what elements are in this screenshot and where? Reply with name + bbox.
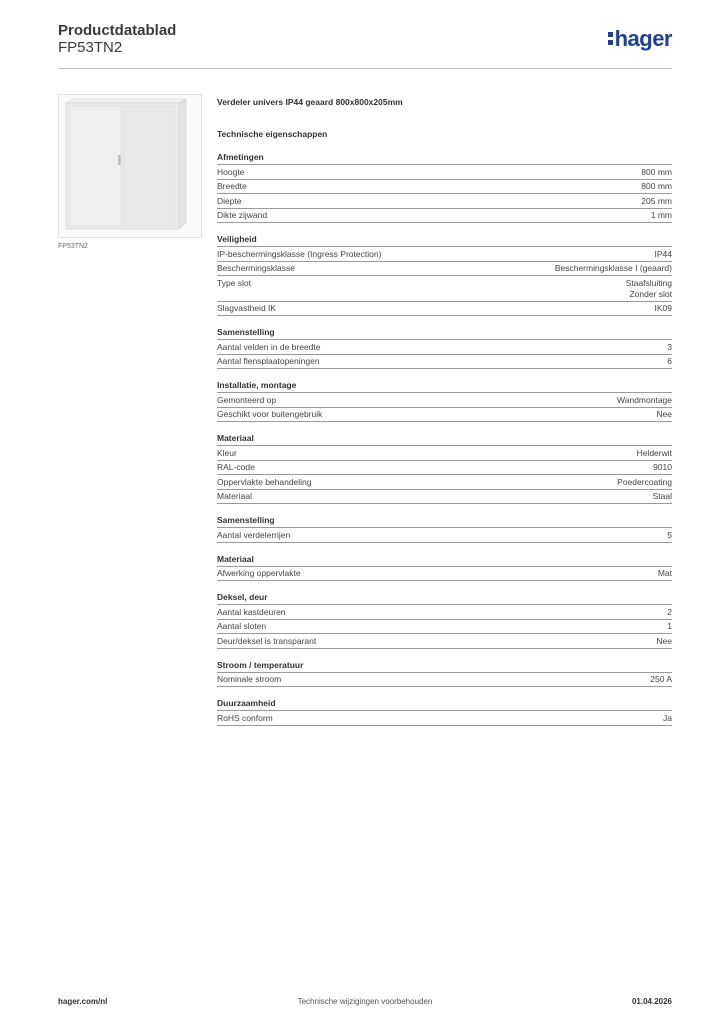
specs-heading: Technische eigenschappen [217, 129, 328, 139]
spec-row [217, 165, 672, 180]
spec-value: Nee [656, 409, 672, 419]
spec-row [217, 605, 672, 620]
spec-value: 205 mm [641, 195, 672, 206]
spec-label: Aantal kastdeuren [217, 606, 286, 617]
spec-label: Nominale stroom [217, 674, 282, 684]
spec-label: Kleur [217, 447, 237, 458]
spec-label: Geschikt voor buitengebruik [217, 409, 323, 419]
spec-label: Materiaal [217, 491, 252, 501]
spec-value: 800 mm [641, 181, 672, 191]
spec-row [217, 194, 672, 209]
spec-value: Nee [656, 635, 672, 646]
spec-section [217, 553, 672, 582]
spec-row [217, 262, 672, 277]
spec-label: Afwerking oppervlakte [217, 568, 301, 578]
spec-row [217, 302, 672, 317]
spec-row [217, 528, 672, 543]
spec-section [217, 379, 672, 422]
section-title: Duurzaamheid [217, 697, 672, 711]
spec-label: Aantal verdelerrijen [217, 529, 291, 540]
spec-row [217, 180, 672, 195]
spec-label: IP-beschermingsklasse (Ingress Protection) [217, 248, 382, 259]
spec-row [217, 355, 672, 370]
spec-label: Slagvastheid IK [217, 303, 277, 313]
spec-row [217, 446, 672, 461]
cabinet-illustration [59, 95, 201, 237]
spec-label: Dikte zijwand [217, 210, 268, 220]
spec-value: 1 mm [650, 210, 672, 220]
section-title: Afmetingen [217, 151, 672, 165]
spec-value: 3 [667, 341, 672, 352]
spec-label: Aantal flensplaatopeningen [217, 356, 320, 366]
spec-row [217, 475, 672, 490]
footer-date: 01.04.2026 [631, 997, 672, 1006]
spec-label: Oppervlakte behandeling [217, 476, 312, 487]
spec-row [217, 340, 672, 355]
spec-sections [217, 151, 672, 726]
specification-panel [217, 95, 672, 736]
section-title: Stroom / temperatuur [217, 659, 672, 673]
spec-section [217, 697, 672, 726]
spec-value: 5 [667, 529, 672, 540]
spec-value: Wandmontage [617, 394, 672, 405]
spec-row [217, 634, 672, 649]
spec-value: 2 [667, 606, 672, 617]
page-header [58, 20, 672, 69]
spec-value: 250 A [650, 674, 672, 684]
spec-row [217, 408, 672, 423]
spec-label: RoHS conform [217, 712, 273, 723]
spec-value: Mat [657, 568, 672, 578]
spec-row [217, 276, 672, 302]
spec-value: 800 mm [641, 166, 672, 177]
spec-value: IP44 [654, 248, 672, 259]
spec-value: Staafsluiting Zonder slot [625, 277, 672, 299]
spec-row [217, 247, 672, 262]
spec-section [217, 233, 672, 316]
spec-value: 9010 [653, 462, 672, 472]
spec-section [217, 151, 672, 223]
logo-mark-icon [608, 26, 613, 45]
section-title: Deksel, deur [217, 591, 672, 605]
hager-logo [608, 26, 672, 52]
section-title: Samenstelling [217, 326, 672, 340]
spec-label: Gemonteerd op [217, 394, 277, 405]
spec-value: Beschermingsklasse I (geaard) [554, 263, 672, 273]
section-title: Materiaal [217, 553, 672, 567]
spec-row [217, 673, 672, 688]
spec-label: Diepte [217, 195, 242, 206]
document-title: Productdatablad [58, 22, 177, 39]
spec-value: Ja [663, 712, 672, 723]
spec-label: Deur/deksel is transparant [217, 635, 317, 646]
spec-value: Poedercoating [617, 476, 672, 487]
spec-row [217, 490, 672, 505]
section-title: Materiaal [217, 432, 672, 446]
spec-section [217, 432, 672, 504]
section-title: Veiligheid [217, 233, 672, 247]
logo-text: hager [614, 26, 672, 51]
product-image [58, 94, 202, 238]
spec-value: 6 [667, 356, 672, 366]
spec-section [217, 659, 672, 688]
product-name: Verdeler univers IP44 geaard 800x800x205mm [217, 97, 403, 107]
footer-website[interactable]: hager.com/nl [58, 997, 108, 1006]
spec-label: Hoogte [217, 166, 245, 177]
spec-label: RAL-code [217, 462, 255, 472]
spec-row [217, 393, 672, 408]
spec-section [217, 514, 672, 543]
spec-section [217, 591, 672, 649]
product-code: FP53TN2 [58, 39, 123, 56]
section-title: Installatie, montage [217, 379, 672, 393]
spec-section [217, 326, 672, 369]
footer-disclaimer: Technische wijzigingen voorbehouden [297, 997, 433, 1006]
spec-row [217, 461, 672, 476]
spec-value: Helderwit [636, 447, 672, 458]
spec-row [217, 711, 672, 726]
spec-value: IK09 [654, 303, 672, 313]
spec-value: 1 [667, 621, 672, 631]
spec-label: Type slot [217, 277, 252, 288]
spec-row [217, 620, 672, 635]
spec-label: Aantal sloten [217, 621, 267, 631]
spec-label: Aantal velden in de breedte [217, 341, 321, 352]
spec-label: Breedte [217, 181, 247, 191]
spec-value: Staal [652, 491, 672, 501]
section-title: Samenstelling [217, 514, 672, 528]
image-caption: FP53TN2 [58, 243, 88, 250]
spec-row [217, 567, 672, 582]
spec-label: Beschermingsklasse [217, 263, 295, 273]
spec-row [217, 209, 672, 224]
